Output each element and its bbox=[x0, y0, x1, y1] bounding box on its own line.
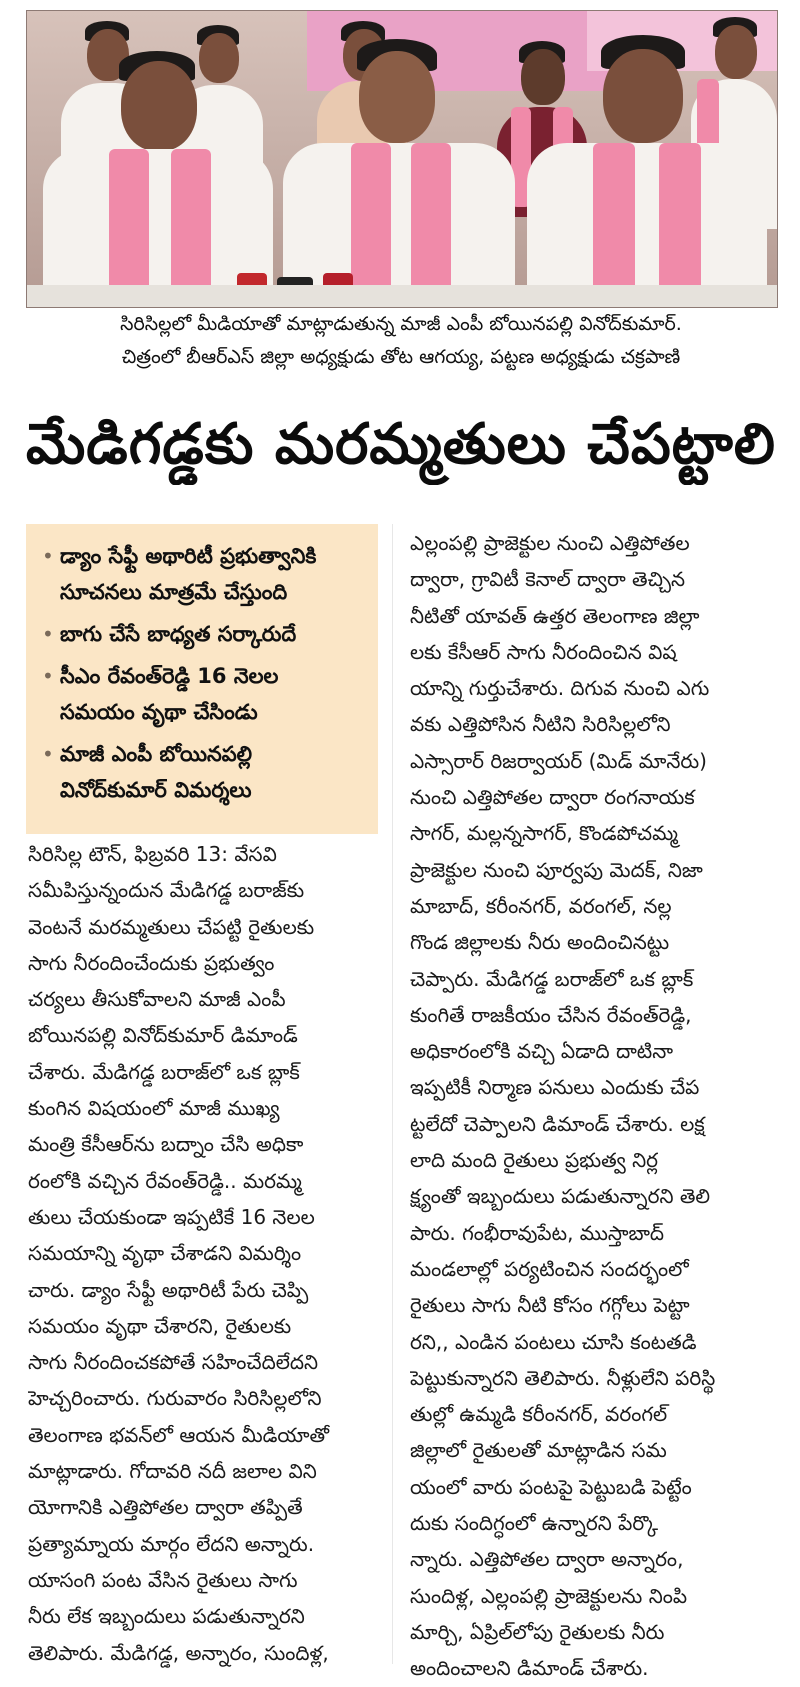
article-line: సమయం వృథా చేశారని, రైతులకు bbox=[28, 1313, 292, 1338]
article-line: లాది మంది రైతులు ప్రభుత్వ నిర్ల bbox=[410, 1148, 659, 1173]
article-line: నుంచి ఎత్తిపోతల ద్వారా రంగనాయక bbox=[410, 785, 695, 810]
article-line: చేశారు. మేడిగడ్డ బరాజ్‌లో ఒక బ్లాక్ bbox=[28, 1059, 300, 1084]
article-body-left bbox=[28, 836, 380, 1671]
article-line: సమీపిస్తున్నందున మేడిగడ్డ బరాజ్‌కు bbox=[28, 878, 305, 903]
article-line: యంలో వారు పంటపై పెట్టుబడి పెట్టేం bbox=[410, 1474, 692, 1499]
article-line: తెలిపారు. మేడిగడ్డ, అన్నారం, సుందిళ్ల, bbox=[28, 1640, 329, 1665]
headline: మేడిగడ్డకు మరమ్మతులు చేపట్టాలి bbox=[26, 412, 776, 477]
article-line: అందించాలని డిమాండ్ చేశారు. bbox=[410, 1656, 649, 1681]
highlight-item bbox=[42, 736, 368, 808]
highlight-line: సూచనలు మాత్రమే చేస్తుంది bbox=[60, 580, 288, 604]
article-line: న్నారు. ఎత్తిపోతల ద్వారా అన్నారం, bbox=[410, 1547, 684, 1572]
article-line: యోగానికి ఎత్తిపోతల ద్వారా తప్పితే bbox=[28, 1495, 303, 1520]
article-line: వకు ఎత్తిపోసిన నీటిని సిరిసిల్లలోని bbox=[410, 712, 671, 737]
article-line: వెంటనే మరమ్మతులు చేపట్టి రైతులకు bbox=[28, 914, 315, 939]
article-line: ద్వారా, గ్రావిటీ కెనాల్ ద్వారా తెచ్చిన bbox=[410, 567, 685, 592]
article-line: మాట్లాడారు. గోదావరి నదీ జలాల విని bbox=[28, 1459, 317, 1484]
article-line: లకు కేసీఆర్ సాగు నీరందించిన విష bbox=[410, 639, 677, 664]
bullet-icon: • bbox=[42, 742, 54, 766]
article-line: యాన్ని గుర్తుచేశారు. దిగువ నుంచి ఎగు bbox=[410, 676, 710, 701]
article-line: నీటితో యావత్ ఉత్తర తెలంగాణ జిల్లా bbox=[410, 603, 700, 628]
article-line: సాగర్, మల్లన్నసాగర్, కొండపోచమ్మ bbox=[410, 821, 678, 846]
highlight-item bbox=[42, 616, 368, 652]
article-line: సాగు నీరందించకపోతే సహించేదిలేదని bbox=[28, 1350, 319, 1375]
highlight-line: వినోద్‌కుమార్ విమర్శలు bbox=[60, 778, 252, 802]
article-line: పారు. గంభీరావుపేట, ముస్తాబాద్ bbox=[410, 1220, 665, 1245]
article-line: గొండ జిల్లాలకు నీరు అందించినట్టు bbox=[410, 930, 670, 955]
article-line: ఎల్లంపల్లి ప్రాజెక్టుల నుంచి ఎత్తిపోతల bbox=[410, 531, 690, 555]
article-line: సమయాన్ని వృథా చేశాడని విమర్శిం bbox=[28, 1241, 302, 1266]
bullet-icon: • bbox=[42, 544, 54, 568]
article-line: ప్రత్యామ్నాయ మార్గం లేదని అన్నారు. bbox=[28, 1531, 315, 1556]
article-line: క్ష్యంతో ఇబ్బందులు పడుతున్నారని తెలి bbox=[410, 1184, 711, 1209]
caption-line: చిత్రంలో బీఆర్ఎస్ జిల్లా అధ్యక్షుడు తోట ఆగయ్య, పట్టణ అధ్యక్షుడు చక్రపాణి bbox=[121, 346, 681, 368]
article-line: యాసంగి పంట వేసిన రైతులు సాగు bbox=[28, 1567, 298, 1592]
article-line: తులు చేయకుండా ఇప్పటికే 16 నెలల bbox=[28, 1204, 315, 1229]
article-line: చారు. డ్యాం సేఫ్టీ అథారిటీ పేరు చెప్పి bbox=[28, 1277, 309, 1302]
article-line: మార్చి, ఏప్రిల్‌లోపు రైతులకు నీరు bbox=[410, 1619, 665, 1644]
photo-person-right bbox=[527, 35, 767, 308]
photo-person-left bbox=[37, 51, 277, 308]
highlight-line: మాజీ ఎంపీ బోయినపల్లి bbox=[60, 742, 253, 766]
article-line: హెచ్చరించారు. గురువారం సిరిసిల్లలోని bbox=[28, 1386, 322, 1411]
article-line: దుకు సందిగ్ధంలో ఉన్నారని పేర్కొ bbox=[410, 1511, 659, 1536]
photo-table bbox=[27, 285, 777, 307]
highlight-item bbox=[42, 538, 368, 610]
caption-line: సిరిసిల్లలో మీడియాతో మాట్లాడుతున్న మాజీ ఎంపీ బోయినపల్లి వినోద్‌కుమార్. bbox=[120, 313, 682, 335]
article-line: తుల్లో ఉమ్మడి కరీంనగర్, వరంగల్ bbox=[410, 1402, 668, 1427]
article-line: కుంగిన విషయంలో మాజీ ముఖ్య bbox=[28, 1096, 280, 1121]
article-line: తెలంగాణ భవన్‌లో ఆయన మీడియాతో bbox=[28, 1422, 330, 1447]
highlight-line: సీఎం రేవంత్‌రెడ్డి 16 నెలల bbox=[60, 664, 279, 688]
article-body-right bbox=[410, 525, 774, 1687]
article-line: రంలోకి వచ్చిన రేవంత్‌రెడ్డి.. మరమ్మ bbox=[28, 1168, 302, 1193]
photo-person-center bbox=[277, 39, 517, 308]
column-divider bbox=[392, 524, 393, 1664]
article-line: మంత్రి కేసీఆర్‌ను బద్నాం చేసి అధికా bbox=[28, 1132, 304, 1157]
highlights-box bbox=[26, 524, 378, 834]
article-line: నీరు లేక ఇబ్బందులు పడుతున్నారని bbox=[28, 1604, 305, 1629]
article-line: బోయినపల్లి వినోద్‌కుమార్ డిమాండ్ bbox=[28, 1023, 298, 1048]
photo-caption bbox=[26, 308, 776, 374]
article-line: మండలాల్లో పర్యటించిన సందర్భంలో bbox=[410, 1256, 689, 1281]
bullet-icon: • bbox=[42, 664, 54, 688]
article-line: రని,, ఎండిన పంటలు చూసి కంటతడి bbox=[410, 1329, 697, 1354]
article-line: జిల్లాలో రైతులతో మాట్లాడిన సమ bbox=[410, 1438, 667, 1463]
article-line: ఇప్పటికీ నిర్మాణ పనులు ఎందుకు చేప bbox=[410, 1075, 700, 1100]
highlight-line: సమయం వృథా చేసిండు bbox=[60, 700, 258, 724]
article-line: మాబాద్, కరీంనగర్, వరంగల్, నల్ల bbox=[410, 893, 672, 918]
article-line: సాగు నీరందించేందుకు ప్రభుత్వం bbox=[28, 950, 275, 975]
highlight-line: బాగు చేసే బాధ్యత సర్కారుదే bbox=[60, 622, 297, 646]
bullet-icon: • bbox=[42, 622, 54, 646]
article-line: ట్టలేదో చెప్పాలని డిమాండ్ చేశారు. లక్ష bbox=[410, 1111, 705, 1136]
highlight-line: డ్యాం సేఫ్టీ అథారిటీ ప్రభుత్వానికి bbox=[60, 544, 317, 568]
article-line: సుందిళ్ల, ఎల్లంపల్లి ప్రాజెక్టులను నింపి bbox=[410, 1583, 688, 1608]
article-line: సిరిసిల్ల టౌన్, ఫిబ్రవరి 13: వేసవి bbox=[28, 842, 277, 866]
article-line: ప్రాజెక్టుల నుంచి పూర్వపు మెదక్, నిజా bbox=[410, 857, 703, 882]
news-photo bbox=[26, 10, 778, 308]
article-line: పెట్టుకున్నారని తెలిపారు. నీళ్లులేని పరిస్థి bbox=[410, 1365, 716, 1390]
article-line: ఎస్సారార్ రిజర్వాయర్ (మిడ్ మానేరు) bbox=[410, 748, 707, 773]
article-line: చర్యలు తీసుకోవాలని మాజీ ఎంపీ bbox=[28, 987, 286, 1012]
article-line: కుంగితే రాజకీయం చేసిన రేవంత్‌రెడ్డి, bbox=[410, 1002, 692, 1027]
highlight-item bbox=[42, 658, 368, 730]
article-line: చెప్పారు. మేడిగడ్డ బరాజ్‌లో ఒక బ్లాక్ bbox=[410, 966, 694, 991]
article-line: రైతులు సాగు నీటి కోసం గగ్గోలు పెట్టా bbox=[410, 1293, 690, 1318]
article-line: అధికారంలోకి వచ్చి ఏడాది దాటినా bbox=[410, 1039, 673, 1064]
